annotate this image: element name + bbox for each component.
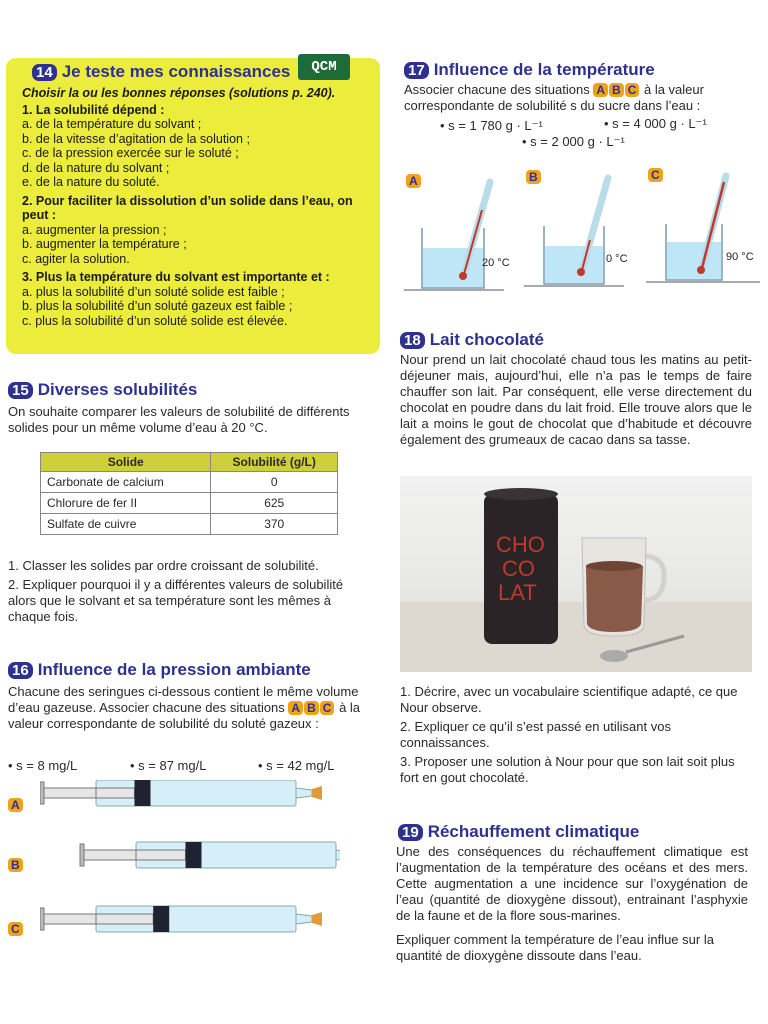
table-header-row xyxy=(41,453,338,472)
ex14-q2-c: c. agiter la solution. xyxy=(22,251,130,266)
ex17-intro-b: à la valeur correspondante de solubilité s du sucre dans l’eau : xyxy=(404,82,704,113)
table-header-solubility: Solubilité (g/L) xyxy=(211,453,338,472)
ex14-q3-a: a. plus la solubilité d’un soluté solide est faible ; xyxy=(22,284,285,299)
ex16-header xyxy=(8,660,311,680)
ex17-value: • s = 4 000 g · L⁻¹ xyxy=(604,116,707,131)
ex16-value: s = 8 mg/L xyxy=(16,758,78,773)
ex18-text: Nour prend un lait chocolaté chaud tous les matins au petit-déjeuner mais, aujourd’hui, elle n’a pas le temps de faire chauffer son lait. Par conséquent, elle verse directement du chocolat en poudre dans du lait froid. Elle trouve alors que le lait a moins le gout de chocolat que d’habitude et découvre également des grumeaux de cacao dans sa tasse. xyxy=(400,352,752,447)
table-cell: Sulfate de cuivre xyxy=(41,514,211,535)
ex14-q1-d: d. de la nature du solvant ; xyxy=(22,160,170,175)
ex18-q3: 3. Proposer une solution à Nour pour que son lait soit plus fort en gout chocolaté. xyxy=(400,754,735,785)
chocolate-photo xyxy=(400,476,752,672)
plunger-handle xyxy=(80,844,84,866)
can-text: CHO xyxy=(496,532,545,557)
table-cell: 625 xyxy=(211,493,338,514)
label-a: A xyxy=(288,701,303,715)
ex14-q2-a: a. augmenter la pression ; xyxy=(22,222,167,237)
table-cell: Carbonate de calcium xyxy=(41,472,211,493)
ex17-value: • s = 1 780 g · L⁻¹ xyxy=(440,118,543,133)
ex14-q1-a: a. de la température du solvant ; xyxy=(22,117,202,131)
ex14-instruction: Choisir la ou les bonnes réponses (solutions p. 240). xyxy=(22,86,336,100)
ex15-q1: 1. Classer les solides par ordre croissant de solubilité. xyxy=(8,558,319,573)
ex15-q2: 2. Expliquer pourquoi il y a différentes valeurs de solubilité alors que le solvant et sa température sont les mêmes à chaque fois. xyxy=(8,577,344,624)
can-text: LAT xyxy=(498,580,537,605)
ex14-q3: 3. Plus la température du solvant est importante et : xyxy=(22,270,330,284)
table-surface xyxy=(400,602,752,672)
plunger-rod-inner xyxy=(96,914,153,924)
ex18-q2: 2. Expliquer ce qu’il s’est passé en utilisant vos connaissances. xyxy=(400,719,671,750)
plunger-rod-inner xyxy=(136,850,186,860)
syringe-label-a: A xyxy=(8,796,24,814)
syringe-label-c: C xyxy=(8,920,24,938)
ex16-intro-a: Chacune des seringues ci-dessous contient le même volume d’eau gazeuse. Associer chacune des situations xyxy=(8,684,359,715)
label-b: B xyxy=(304,701,319,715)
ex14-q3-b: b. plus la solubilité d’un soluté gazeux est faible ; xyxy=(22,299,293,313)
plunger-stopper xyxy=(135,780,151,806)
ex15-questions xyxy=(8,558,372,625)
temperature-label-b: 0 °C xyxy=(606,253,628,265)
ex14-q1-c: c. de la pression exercée sur le soluté ; xyxy=(22,146,239,160)
label-b: B xyxy=(609,83,624,97)
ex17-value: • s = 2 000 g · L⁻¹ xyxy=(522,134,625,149)
ex16-title: Influence de la pression ambiante xyxy=(37,660,311,679)
plunger-stopper xyxy=(186,842,202,868)
beaker-b xyxy=(524,178,624,286)
table-cell: Chlorure de fer II xyxy=(41,493,211,514)
table-row xyxy=(41,514,338,535)
plunger-rod-inner xyxy=(96,788,135,798)
beaker-label-b: B xyxy=(526,168,542,186)
ex14-header xyxy=(32,62,290,82)
beakers-figure xyxy=(404,170,760,300)
ex17-number: 17 xyxy=(404,62,429,79)
ex14-q2: 2. Pour faciliter la dissolution d’un solide dans l’eau, on peut : xyxy=(22,193,353,222)
beaker-label-a: A xyxy=(406,172,422,190)
syringe-c xyxy=(40,906,322,932)
syringes-figure xyxy=(40,780,340,970)
ex17-header xyxy=(404,60,655,80)
ex14-q1-e: e. de la nature du soluté. xyxy=(22,175,160,189)
table-cell: 370 xyxy=(211,514,338,535)
plunger-handle xyxy=(40,908,44,930)
table-row xyxy=(41,493,338,514)
label-a: A xyxy=(593,83,608,97)
ex16-value: s = 42 mg/L xyxy=(266,758,335,773)
ex14-number: 14 xyxy=(32,64,57,81)
ex18-questions xyxy=(400,684,752,786)
ex15-number: 15 xyxy=(8,382,33,399)
ex15-header xyxy=(8,380,197,400)
ex14-title: Je teste mes connaissances xyxy=(61,62,291,81)
plunger-stopper xyxy=(153,906,169,932)
ex16-intro-b: à la valeur correspondante de solubilité du soluté gazeux : xyxy=(8,700,361,731)
ex14-body xyxy=(22,86,374,328)
label-c: C xyxy=(625,83,640,97)
syringe-cap xyxy=(312,786,322,800)
ex19-question: Expliquer comment la température de l’eau influe sur la quantité de dioxygène dissoute dans l’eau. xyxy=(396,932,714,963)
beaker-a xyxy=(404,182,504,290)
chocolate-scene xyxy=(400,476,752,672)
ex14-q1: 1. La solubilité dépend : xyxy=(22,102,165,117)
ex15-intro: On souhaite comparer les valeurs de solubilité de différents solides pour un même volume d’eau à 20 °C. xyxy=(8,404,350,435)
solubility-table xyxy=(40,452,338,535)
ex14-q1-b: b. de la vitesse d’agitation de la solution ; xyxy=(22,131,250,146)
ex18-q1: 1. Décrire, avec un vocabulaire scientifique adapté, ce que Nour observe. xyxy=(400,684,738,715)
ex16-number: 16 xyxy=(8,662,33,679)
ex18-header xyxy=(400,330,544,350)
ex17-intro-a: Associer chacune des situations xyxy=(404,82,590,97)
syringe-nozzle xyxy=(296,914,312,924)
label-c: C xyxy=(320,701,335,715)
temperature-label-a: 20 °C xyxy=(482,257,510,269)
temperature-label-c: 90 °C xyxy=(726,251,754,263)
qcm-badge: QCM xyxy=(298,54,350,80)
ex19-number: 19 xyxy=(398,824,423,841)
ex16-value: s = 87 mg/L xyxy=(138,758,207,773)
ex15-title: Diverses solubilités xyxy=(37,380,198,399)
syringe-cap xyxy=(312,912,322,926)
ex14-q2-b: b. augmenter la température ; xyxy=(22,237,187,251)
ex19-text: Une des conséquences du réchauffement climatique est l’augmentation de la température des océans et des mers. Cette augmentation a une incidence sur l’oxygénation de l’eau (quantité de dioxygène dissout), entrainant l’asphyxie de la faune et de la flore sous-marines. xyxy=(396,844,748,923)
ex17-intro xyxy=(404,82,756,114)
ex17-title: Influence de la température xyxy=(433,60,655,79)
table-cell: 0 xyxy=(211,472,338,493)
table-header-solid: Solide xyxy=(41,453,211,472)
syringe-label-b: B xyxy=(8,856,24,874)
ex19-header xyxy=(398,822,639,842)
syringe-nozzle xyxy=(296,788,312,798)
ex18-number: 18 xyxy=(400,332,425,349)
ex19-title: Réchauffement climatique xyxy=(427,822,640,841)
syringe-nozzle xyxy=(336,850,340,860)
cocoa-can-lid xyxy=(484,488,558,500)
ex14-q3-c: c. plus la solubilité d’un soluté solide est élevée. xyxy=(22,313,288,328)
beaker-c xyxy=(646,176,760,282)
ex18-title: Lait chocolaté xyxy=(429,330,544,349)
ex16-intro xyxy=(8,684,372,732)
syringe-a xyxy=(40,780,322,806)
syringe-b xyxy=(80,842,340,868)
can-text: CO xyxy=(502,556,535,581)
beaker-label-c: C xyxy=(648,166,664,184)
plunger-handle xyxy=(40,782,44,804)
table-row xyxy=(41,472,338,493)
